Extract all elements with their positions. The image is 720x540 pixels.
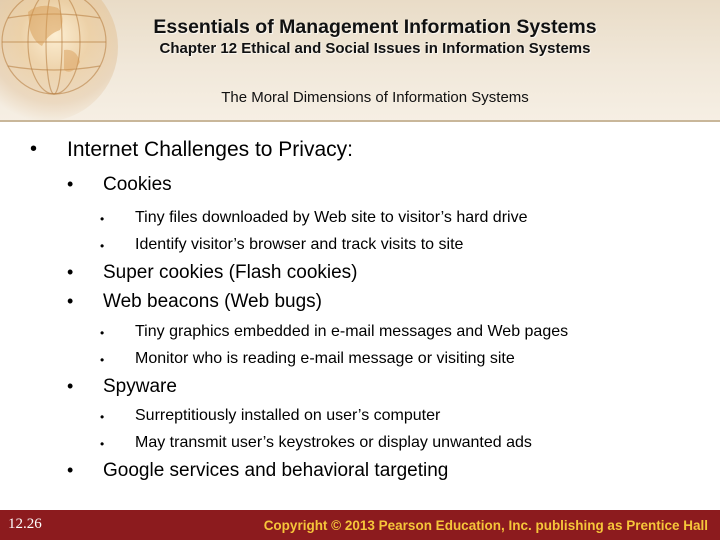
bullet-icon: • bbox=[100, 353, 105, 367]
bullet-text: Super cookies (Flash cookies) bbox=[103, 262, 358, 283]
header-divider bbox=[0, 120, 720, 122]
bullet-icon: • bbox=[100, 410, 105, 424]
bullet-icon: • bbox=[67, 174, 74, 194]
bullet-icon: • bbox=[100, 437, 105, 451]
bullet-text: Spyware bbox=[103, 376, 177, 397]
bullet-text: Internet Challenges to Privacy: bbox=[67, 138, 353, 161]
copyright-notice: Copyright © 2013 Pearson Education, Inc. publishing as Prentice Hall bbox=[263, 518, 708, 533]
slide-body bbox=[0, 123, 720, 508]
chapter-title: Chapter 12 Ethical and Social Issues in Information Systems bbox=[159, 40, 591, 57]
bullet-text: Web beacons (Web bugs) bbox=[103, 291, 322, 312]
bullet-icon: • bbox=[100, 212, 105, 226]
bullet-icon: • bbox=[67, 376, 74, 396]
slide-number: 12.26 bbox=[8, 516, 42, 532]
bullet-icon: • bbox=[100, 239, 105, 253]
bullet-text: Identify visitor’s browser and track visits to site bbox=[135, 236, 464, 253]
bullet-text: Tiny graphics embedded in e-mail messages and Web pages bbox=[135, 323, 569, 340]
bullet-icon: • bbox=[67, 262, 74, 282]
bullet-icon: • bbox=[100, 326, 105, 340]
bullet-icon: • bbox=[67, 291, 74, 311]
presentation-title: Essentials of Management Information Systems bbox=[153, 16, 597, 38]
bullet-text: Surreptitiously installed on user’s computer bbox=[135, 407, 441, 424]
slide-footer bbox=[0, 510, 720, 540]
bullet-text: Google services and behavioral targeting bbox=[103, 460, 449, 481]
bullet-icon: • bbox=[67, 460, 74, 480]
slide-header bbox=[0, 0, 720, 122]
bullet-text: Cookies bbox=[103, 174, 172, 195]
bullet-text: May transmit user’s keystrokes or display unwanted ads bbox=[135, 434, 532, 451]
section-title: The Moral Dimensions of Information Systems bbox=[221, 89, 529, 106]
bullet-text: Tiny files downloaded by Web site to visitor’s hard drive bbox=[135, 209, 528, 226]
bullet-icon: • bbox=[30, 138, 38, 160]
bullet-text: Monitor who is reading e-mail message or visiting site bbox=[135, 350, 515, 367]
